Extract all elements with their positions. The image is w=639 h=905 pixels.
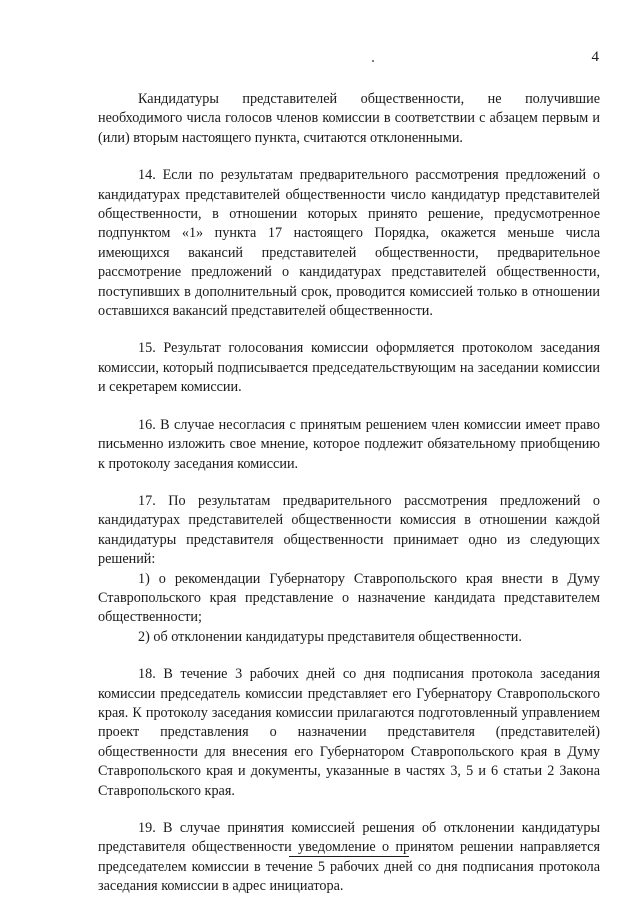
paragraph-item-18: 18. В течение 3 рабочих дней со дня подписания протокола заседания комиссии председатель комиссии представляет его Губернатору Ставропольского края. К протоколу заседания комиссии прилагаются подготовленный управлением проект представления о назначении представителя (представителей) общественности для внесения его Губернатором Ставропольского края в Думу Ставропольского края и документы, указанные в частях 3, 5 и 6 статьи 2 Закона Ставропольского края. [98, 666, 600, 799]
paragraph-item-14: 14. Если по результатам предварительного рассмотрения предложений о кандидатурах представителей общественности число кандидатур представителей общественности, в отношении которых принято решение, предусмотренное подпунктом «1» пункта 17 настоящего Порядка, окажется меньше числа имеющихся вакансий представителей общественности, предварительное рассмотрение предложений о кандидатурах представителей общественности, поступивших в дополнительный срок, проводится комиссией только в отношении оставшихся вакансий представителей общественности. [98, 167, 600, 320]
document-body [98, 90, 600, 897]
paragraph-item-17-option-1: 1) о рекомендации Губернатору Ставропольского края внести в Думу Ставропольского края представление о назначение кандидата представителем общественности; [98, 570, 600, 626]
paragraph-rejected-candidates: Кандидатуры представителей общественности, не получившие необходимого числа голосов членов комиссии в соответствии с абзацем первым и (или) вторым настоящего пункта, считаются отклоненными. [98, 91, 600, 146]
closing-divider [289, 856, 409, 857]
paragraph-item-17: 17. По результатам предварительного рассмотрения предложений о кандидатурах представителей общественности комиссия в отношении каждой кандидатуры представителя общественности принимает одно из следующих решений: [98, 492, 600, 568]
paragraph-item-19: 19. В случае принятия комиссией решения об отклонении кандидатуры представителя общественности уведомление о принятом решении направляется председателем комиссии в течение 5 рабочих дней со дня подписания протокола заседания комиссии в адрес инициатора. [98, 820, 600, 895]
paragraph-item-17-option-2: 2) об отклонении кандидатуры представителя общественности. [138, 628, 522, 645]
scan-speck [372, 60, 374, 62]
page-number: 4 [591, 49, 599, 65]
paragraph-item-16: 16. В случае несогласия с принятым решением член комиссии имеет право письменно изложить свое мнение, которое подлежит обязательному приобщению к протоколу заседания комиссии. [98, 416, 600, 472]
paragraph-item-15: 15. Результат голосования комиссии оформляется протоколом заседания комиссии, который подписывается председательствующим на заседании комиссии и секретарем комиссии. [98, 340, 600, 396]
